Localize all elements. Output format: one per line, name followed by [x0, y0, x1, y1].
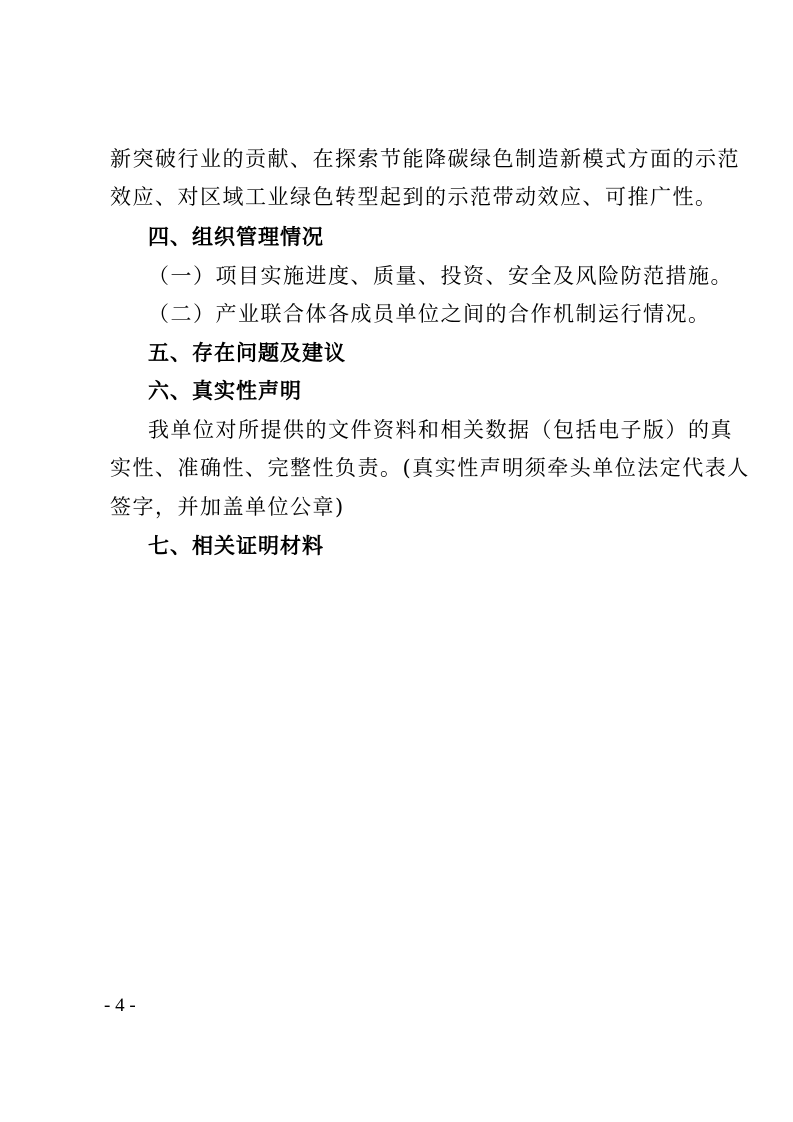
paragraph-line-1: 新突破行业的贡献、在探索节能降碳绿色制造新模式方面的示范 — [110, 147, 740, 171]
section-6-heading: 六、真实性声明 — [148, 379, 302, 403]
section-7-heading: 七、相关证明材料 — [148, 534, 324, 558]
section-6-line-2: 实性、准确性、完整性负责。(真实性声明须牵头单位法定代表人 — [110, 456, 750, 480]
section-5-heading: 五、存在问题及建议 — [148, 341, 346, 365]
section-6-line-1: 我单位对所提供的文件资料和相关数据（包括电子版）的真 — [148, 418, 733, 442]
section-6-line-3: 签字，并加盖单位公章) — [110, 495, 345, 519]
section-4-item-1: （一）项目实施进度、质量、投资、安全及风险防范措施。 — [148, 264, 733, 288]
paragraph-line-2: 效应、对区域工业绿色转型起到的示范带动效应、可推广性。 — [110, 185, 718, 209]
section-4-heading: 四、组织管理情况 — [148, 225, 324, 249]
page-number: - 4 - — [104, 995, 136, 1016]
section-4-item-2: （二）产业联合体各成员单位之间的合作机制运行情况。 — [148, 302, 711, 326]
